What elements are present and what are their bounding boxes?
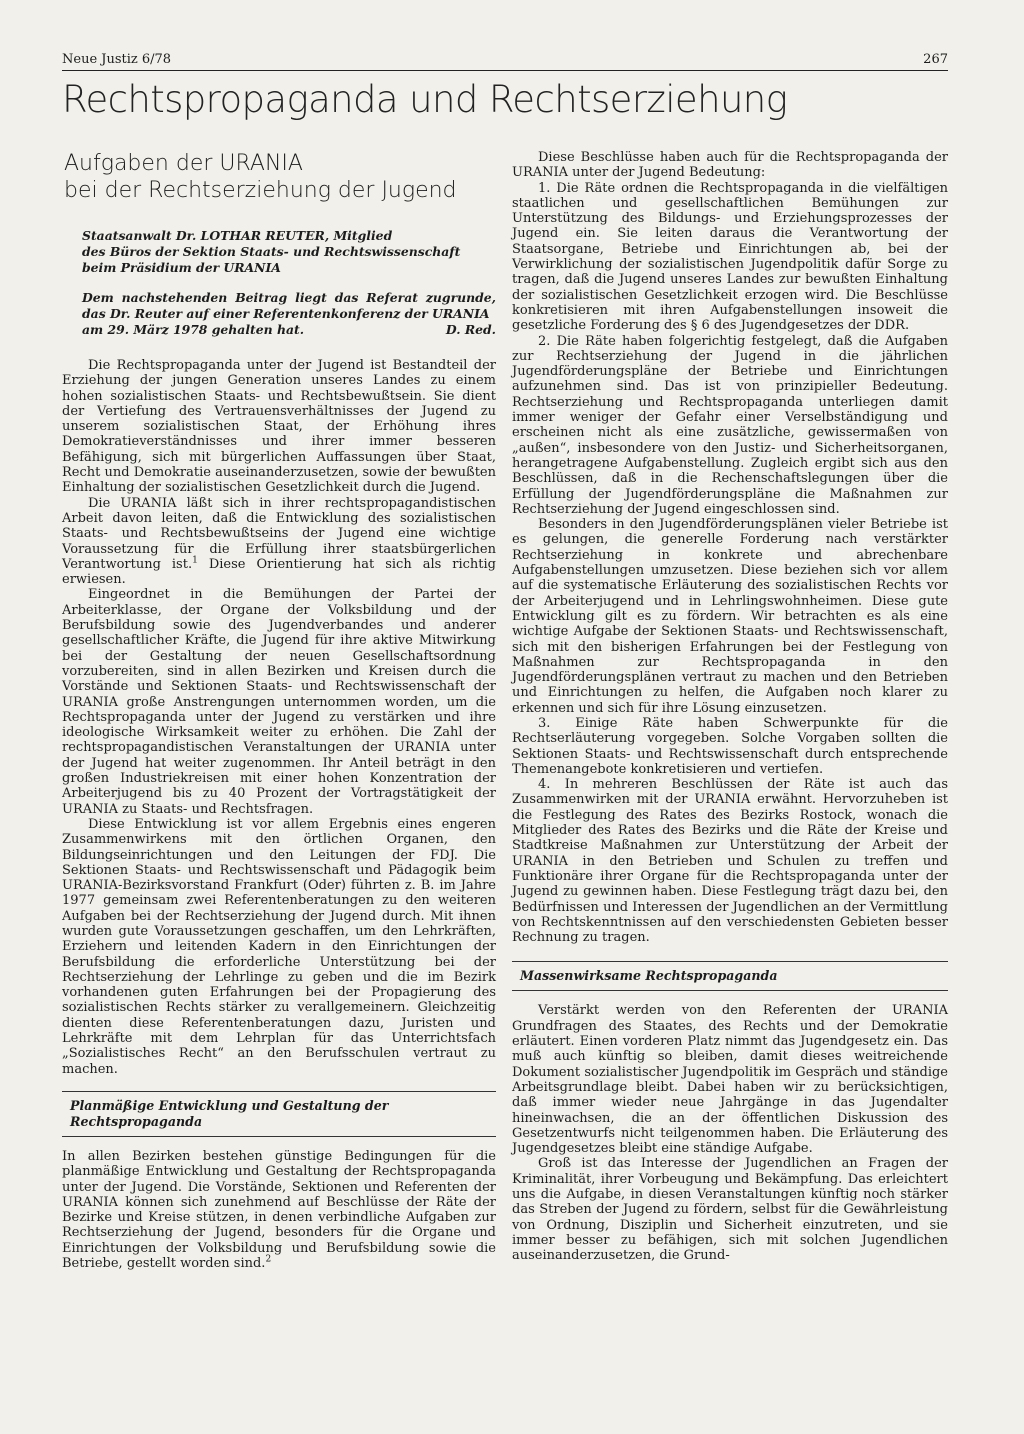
paragraph: 1. Die Räte ordnen die Rechtspropaganda in die vielfältigen staatlichen und gesellschaftlichen Bemühungen zur Unterstützung des Bildungs- und Erziehungsprozesses der Jugend ein. Sie leiten daraus die Verantwortung der Staatsorgane, Betriebe und Einrichtungen ab, bei der Verwirklichung der sozialistischen Jugendpolitik dafür Sorge zu tragen, daß die Jugend unseres Landes zur bewußten Einhaltung der sozialistischen Gesetzlichkeit erzogen wird. Die Beschlüsse konkretisieren mit ihren Aufgabenstellungen insoweit die gesetzliche Forderung des § 6 des Jugendgesetzes der DDR. [512,180,948,334]
left-column [62,150,496,1271]
paragraph: Verstärkt werden von den Referenten der URANIA Grundfragen des Staates, des Rechts und der Demokratie erläutert. Einen vorderen Platz nimmt das Jugendgesetz ein. Das muß auch künftig so bleiben, damit dieses weitreichende Dokument sozialistischer Jugendpolitik im Gespräch und ständige Arbeitsgrundlage bleibt. Dabei haben wir zu berücksichtigen, daß immer wieder neue Jahrgänge in das Jugendalter hineinwachsen, die an der öffentlichen Diskussion des Gesetzentwurfs nicht teilgenommen haben. Die Erläuterung des Jugendgesetzes bleibt eine ständige Aufgabe. [512,1003,948,1157]
page-number: 267 [923,52,948,67]
editor-sign: D. Red. [445,322,496,337]
paragraph: Groß ist das Interesse der Jugendlichen an Fragen der Kriminalität, ihrer Vorbeugung und Bekämpfung. Das erleichtert uns die Aufgabe, in diesen Veranstaltungen künftig noch stärker das Streben der Jugend zu fördern, selbst für die Gewährleistung von Ordnung, Disziplin und Sicherheit einzutreten, und sie immer besser zu befähigen, sich mit solchen Jugendlichen auseinanderzusetzen, die Grund- [512,1156,948,1264]
article-body-left [62,358,496,1077]
article-title-line: bei der Rechtserziehung der Jugend [64,178,457,203]
subheading: Massenwirksame Rechtspropaganda [512,961,948,991]
section-title: Rechtspropaganda und Rechtserziehung [62,78,788,121]
footnote-ref: 1 [192,555,198,566]
paragraph: 4. In mehreren Beschlüssen der Räte ist auch das Zusammenwirken mit der URANIA erwähnt. Hervorzuheben ist die Festlegung des Rates des Bezirks Rostock, wonach die Mitglieder des Rates des Bezirks und die Räte der Kreise und Stadtkreise Maßnahmen zur Unterstützung der Arbeit der URANIA in den Betrieben und Schulen zu treffen und Funktionäre ihrer Organe für die Rechtspropaganda unter der Jugend zu gewinnen haben. Diese Festlegung trägt dazu bei, den Bedürfnissen und Interessen der Jugendlichen an der Vermittlung von Rechtskenntnissen auf den verschiedensten Gebieten besser Rechnung zu tragen. [512,777,948,946]
author-line: beim Präsidium der URANIA [82,260,281,275]
journal-name: Neue Justiz 6/78 [62,52,172,67]
paragraph: Besonders in den Jugendförderungsplänen vieler Betriebe ist es gelungen, die generelle Forderung nach verstärkter Rechtserziehung in konkrete und abrechenbare Aufgabenstellungen umzusetzen. Diese beziehen sich vor allem auf die systematische Erläuterung des sozialistischen Rechts vor der Arbeiterjugend und in Lehrlingswohnheimen. Diese gute Entwicklung gilt es zu fördern. Wir betrachten es als eine wichtige Aufgabe der Sektionen Staats- und Rechtswissenschaft, sich mit den bisherigen Erfahrungen bei der Festlegung von Maßnahmen zur Rechtspropaganda in den Jugendförderungsplänen vertraut zu machen und den Betrieben und Einrichtungen zu helfen, die Aufgaben noch klarer zu erkennen und sich für ihre Lösung einzusetzen. [512,517,948,716]
editor-note [62,290,496,338]
paragraph: Diese Entwicklung ist vor allem Ergebnis eines engeren Zusammenwirkens mit den örtlichen Organen, den Bildungseinrichtungen und den Leitungen der FDJ. Die Sektionen Staats- und Rechtswissenschaft und Pädagogik beim URANIA-Bezirksvorstand Frankfurt (Oder) führten z. B. im Jahre 1977 gemeinsam zwei Referentenberatungen zu den weiteren Aufgaben bei der Rechtserziehung der Jugend durch. Mit ihnen wurden gute Voraussetzungen geschaffen, um den Lehrkräften, Erziehern und leitenden Kadern in den Einrichtungen der Berufsbildung die erforderliche Unterstützung bei der Rechtserziehung der Lehrlinge zu geben und die im Bezirk vorhandenen guten Erfahrungen bei der Propagierung des sozialistischen Rechts stärker zu verallgemeinern. Gleichzeitig dienten diese Referentenberatungen dazu, Juristen und Lehrkräfte mit dem Lehrplan für das Unterrichtsfach „Sozialistisches Recht“ an den Berufsschulen vertraut zu machen. [62,816,496,1077]
editor-note-text: Dem nachstehenden Beitrag liegt das Referat zugrunde, das Dr. Reuter auf einer Referentenkonferenz der URANIA [82,290,496,321]
subheading: Planmäßige Entwicklung und Gestaltung der Rechtspropaganda [62,1091,496,1137]
author-line: Staatsanwalt Dr. LOTHAR REUTER, Mitglied [82,228,393,243]
paragraph: 3. Einige Räte haben Schwerpunkte für die Rechtserläuterung vorgegeben. Solche Vorgaben sollten die Sektionen Staats- und Rechtswissenschaft durch entsprechende Themenangebote konkretisieren und vertiefen. [512,715,948,777]
author-line: des Büros der Sektion Staats- und Rechtswissenschaft [82,244,461,259]
paragraph: In allen Bezirken bestehen günstige Bedingungen für die planmäßige Entwicklung und Gestaltung der Rechtspropaganda unter der Jugend. Die Vorstände, Sektionen und Referenten der URANIA können sich zunehmend auf Beschlüsse der Räte der Bezirke und Kreise stützen, in denen verbindliche Aufgaben zur Rechtserziehung der Jugend, besonders für die Organe und Einrichtungen der Volksbildung und Berufsbildung sowie die Betriebe, gestellt worden sind.$^2$ [62,1148,496,1272]
right-column [512,150,948,1263]
paragraph: Diese Beschlüsse haben auch für die Rechtspropaganda der URANIA unter der Jugend Bedeutung: [512,150,948,181]
editor-note-date: am 29. März 1978 gehalten hat. [82,322,305,337]
paragraph: Die Rechtspropaganda unter der Jugend ist Bestandteil der Erziehung der jungen Generation unseres Landes zu einem hohen sozialistischen Staats- und Rechtsbewußtsein. Sie dient der Vertiefung des Vertrauensverhältnisses der Jugend zu unserem sozialistischen Staat, der Erhöhung ihres Demokratieverständnisses und ihrer immer besseren Befähigung, sich mit bürgerlichen Auffassungen über Staat, Recht und Demokratie auseinanderzusetzen, sowie der bewußten Einhaltung der sozialistischen Gesetzlichkeit durch die Jugend. [62,358,496,496]
article-title [64,150,496,204]
paragraph: Die URANIA läßt sich in ihrer rechtspropagandistischen Arbeit davon leiten, daß die Entwicklung des sozialistischen Staats- und Rechtsbewußtseins der Jugend eine wichtige Voraussetzung für die Erfüllung ihrer staatsbürgerlichen Verantwortung ist.$^1$ Diese Orientierung hat sich als richtig erwiesen. [62,495,496,588]
paragraph: Eingeordnet in die Bemühungen der Partei der Arbeiterklasse, der Organe der Volksbildung und der Berufsbildung sowie des Jugendverbandes und anderer gesellschaftlicher Kräfte, die Jugend für ihre aktive Mitwirkung bei der Gestaltung der neuen Gesellschaftsordnung vorzubereiten, sind in allen Bezirken und Kreisen durch die Vorstände und Sektionen Staats- und Rechtswissenschaft der URANIA große Anstrengungen unternommen worden, um die Rechtspropaganda unter der Jugend zu verstärken und ihre ideologische Wirksamkeit weiter zu erhöhen. Die Zahl der rechtspropagandistischen Veranstaltungen der URANIA unter der Jugend hat weiter zugenommen. Ihr Anteil beträgt in den großen Industriekreisen mit einer hohen Konzentration der Arbeiterjugend bis zu 40 Prozent der Vortragstätigkeit der URANIA zu Staats- und Rechtsfragen. [62,587,496,817]
article-title-line: Aufgaben der URANIA [64,151,303,176]
author-byline [62,228,496,276]
paragraph: 2. Die Räte haben folgerichtig festgelegt, daß die Aufgaben zur Rechtserziehung der Jugend in die jährlichen Jugendförderungspläne der Betriebe und Einrichtungen aufzunehmen sind. Das ist von prinzipieller Bedeutung. Rechtserziehung und Rechtspropaganda unterliegen damit immer weniger der Gefahr einer Verselbständigung und erscheinen nicht als eine zusätzliche, gewissermaßen von „außen“, insbesondere von den Justiz- und Sicherheitsorganen, herangetragene Aufgabenstellung. Zugleich ergibt sich aus den Beschlüssen, daß in die Rechenschaftslegungen über die Erfüllung der Jugendförderungspläne die Maßnahmen zur Rechtserziehung der Jugend eingeschlossen sind. [512,333,948,517]
page-header [62,50,948,71]
footnote-ref: 2 [265,1254,272,1265]
